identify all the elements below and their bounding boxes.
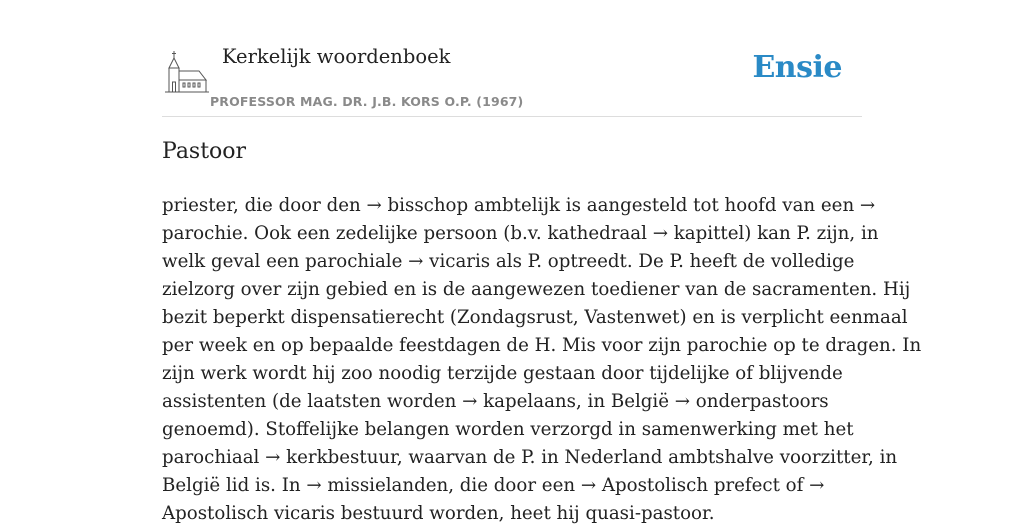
author-line: PROFESSOR MAG. DR. J.B. KORS O.P. (1967) bbox=[210, 94, 524, 109]
page bbox=[162, 0, 922, 524]
definition-line: per week en op bepaalde feestdagen de H. Mis voor zijn parochie op te dragen. In bbox=[162, 335, 922, 356]
definition-line: parochiaal → kerkbestuur, waarvan de P. in Nederland ambtshalve voorzitter, in bbox=[162, 447, 898, 468]
definition-line: zielzorg over zijn gebied en is de aangewezen toediener van de sacramenten. Hij bbox=[162, 279, 911, 300]
definition-line: bezit beperkt dispensatierecht (Zondagsrust, Vastenwet) en is verplicht eenmaal bbox=[162, 307, 908, 328]
church-icon bbox=[164, 49, 210, 95]
header bbox=[162, 0, 862, 117]
definition-line: België lid is. In → missielanden, die door een → Apostolisch prefect of → bbox=[162, 475, 825, 496]
definition-line: parochie. Ook een zedelijke persoon (b.v. kathedraal → kapittel) kan P. zijn, in bbox=[162, 223, 879, 244]
entry-definition bbox=[162, 192, 922, 528]
entry-term: Pastoor bbox=[162, 139, 247, 164]
ensie-logo[interactable]: Ensie bbox=[752, 50, 842, 85]
definition-line: zijn werk wordt hij zoo noodig terzijde gestaan door tijdelijke of blijvende bbox=[162, 363, 843, 384]
definition-line: Apostolisch vicaris bestuurd worden, heet hij quasi-pastoor. bbox=[162, 503, 715, 524]
definition-line: priester, die door den → bisschop ambtelijk is aangesteld tot hoofd van een → bbox=[162, 195, 876, 216]
book-title[interactable]: Kerkelijk woordenboek bbox=[222, 45, 451, 68]
definition-line: genoemd). Stoffelijke belangen worden verzorgd in samenwerking met het bbox=[162, 419, 854, 440]
definition-line: assistenten (de laatsten worden → kapelaans, in België → onderpastoors bbox=[162, 391, 829, 412]
definition-line: welk geval een parochiale → vicaris als P. optreedt. De P. heeft de volledige bbox=[162, 251, 855, 272]
